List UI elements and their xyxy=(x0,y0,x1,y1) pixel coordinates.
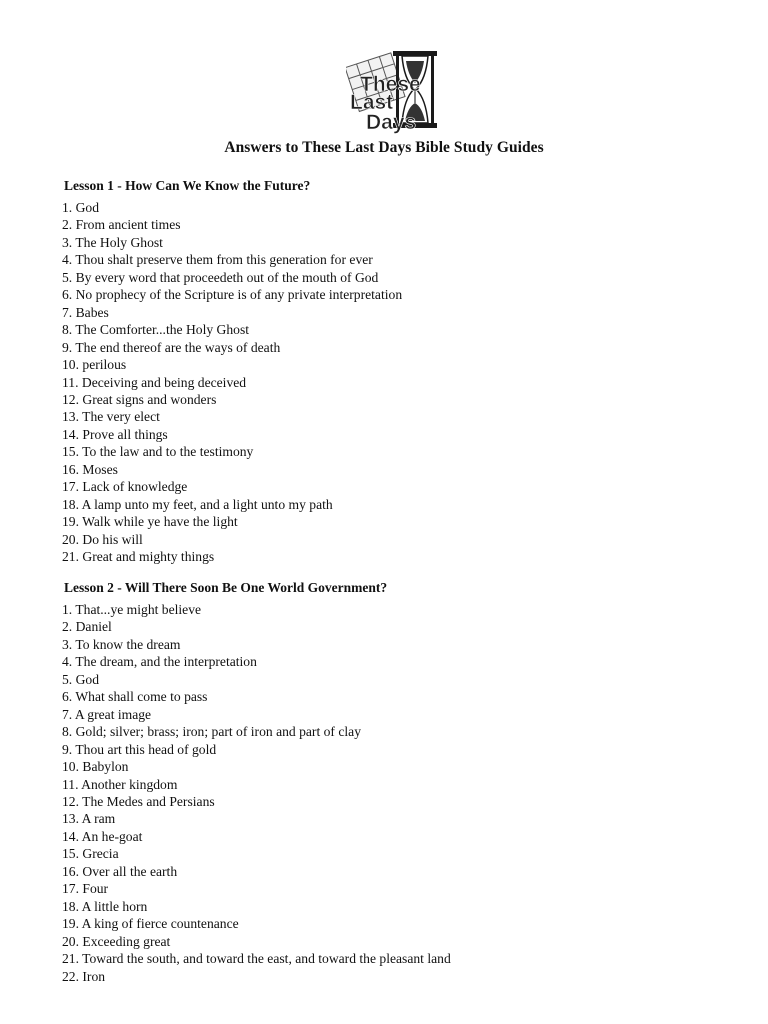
answer-item: 16. Over all the earth xyxy=(62,863,178,879)
answer-item: 11. Another kingdom xyxy=(62,776,178,792)
answer-item: 1. God xyxy=(62,200,100,215)
answer-item: 17. Four xyxy=(62,881,109,897)
answer-item: 10. perilous xyxy=(62,357,127,373)
answer-item: 9. Thou art this head of gold xyxy=(62,741,217,757)
answer-item: 10. Babylon xyxy=(62,759,129,775)
answer-item: 22. Iron xyxy=(62,968,106,984)
answer-item: 4. Thou shalt preserve them from this generation for ever xyxy=(62,252,373,268)
lesson-1-answer-list xyxy=(62,199,402,566)
svg-text:Days: Days xyxy=(366,111,417,134)
answer-item: 8. Gold; silver; brass; iron; part of iron and part of clay xyxy=(62,724,361,740)
answer-item: 1. That...ye might believe xyxy=(62,602,202,617)
answer-item: 19. Walk while ye have the light xyxy=(62,514,238,530)
lesson-1-heading: Lesson 1 - How Can We Know the Future? xyxy=(64,178,311,193)
answer-item: 5. God xyxy=(62,671,100,687)
answer-item: 2. From ancient times xyxy=(62,217,181,233)
answer-item: 13. A ram xyxy=(62,811,116,827)
answer-item: 18. A lamp unto my feet, and a light unto my path xyxy=(62,496,333,512)
answer-item: 2. Daniel xyxy=(62,619,112,635)
page-title: Answers to These Last Days Bible Study Guides xyxy=(224,139,544,156)
answer-item: 14. Prove all things xyxy=(62,426,168,442)
answer-item: 7. A great image xyxy=(62,706,152,722)
logo-wordmark xyxy=(346,45,440,135)
answer-item: 18. A little horn xyxy=(62,898,148,914)
answer-item: 5. By every word that proceedeth out of the mouth of God xyxy=(62,269,379,285)
lesson-2-answer-list xyxy=(62,601,451,985)
answer-item: 15. Grecia xyxy=(62,846,119,862)
answer-item: 19. A king of fierce countenance xyxy=(62,916,239,932)
answer-item: 9. The end thereof are the ways of death xyxy=(62,339,281,355)
answer-item: 13. The very elect xyxy=(62,409,160,425)
answer-item: 3. To know the dream xyxy=(62,636,181,652)
answer-item: 8. The Comforter...the Holy Ghost xyxy=(62,322,250,338)
answer-item: 3. The Holy Ghost xyxy=(62,234,163,250)
answer-item: 21. Toward the south, and toward the east, and toward the pleasant land xyxy=(62,951,451,967)
answer-item: 20. Do his will xyxy=(62,531,143,547)
svg-text:Last: Last xyxy=(350,91,394,114)
answer-item: 7. Babes xyxy=(62,304,109,320)
answer-item: 20. Exceeding great xyxy=(62,933,171,949)
lesson-2-heading: Lesson 2 - Will There Soon Be One World Government? xyxy=(64,580,388,595)
answer-item: 15. To the law and to the testimony xyxy=(62,444,254,460)
answer-item: 6. What shall come to pass xyxy=(62,689,208,705)
answer-item: 16. Moses xyxy=(62,461,118,477)
answer-item: 21. Great and mighty things xyxy=(62,549,215,565)
answer-item: 14. An he-goat xyxy=(62,828,143,844)
answer-item: 12. The Medes and Persians xyxy=(62,793,215,809)
svg-text:These: These xyxy=(360,73,421,96)
answer-item: 6. No prophecy of the Scripture is of any private interpretation xyxy=(62,287,403,303)
answer-item: 17. Lack of knowledge xyxy=(62,479,188,495)
answer-item: 11. Deceiving and being deceived xyxy=(62,374,247,390)
these-last-days-logo xyxy=(346,45,440,135)
answer-item: 12. Great signs and wonders xyxy=(62,391,217,407)
answer-item: 4. The dream, and the interpretation xyxy=(62,654,257,670)
